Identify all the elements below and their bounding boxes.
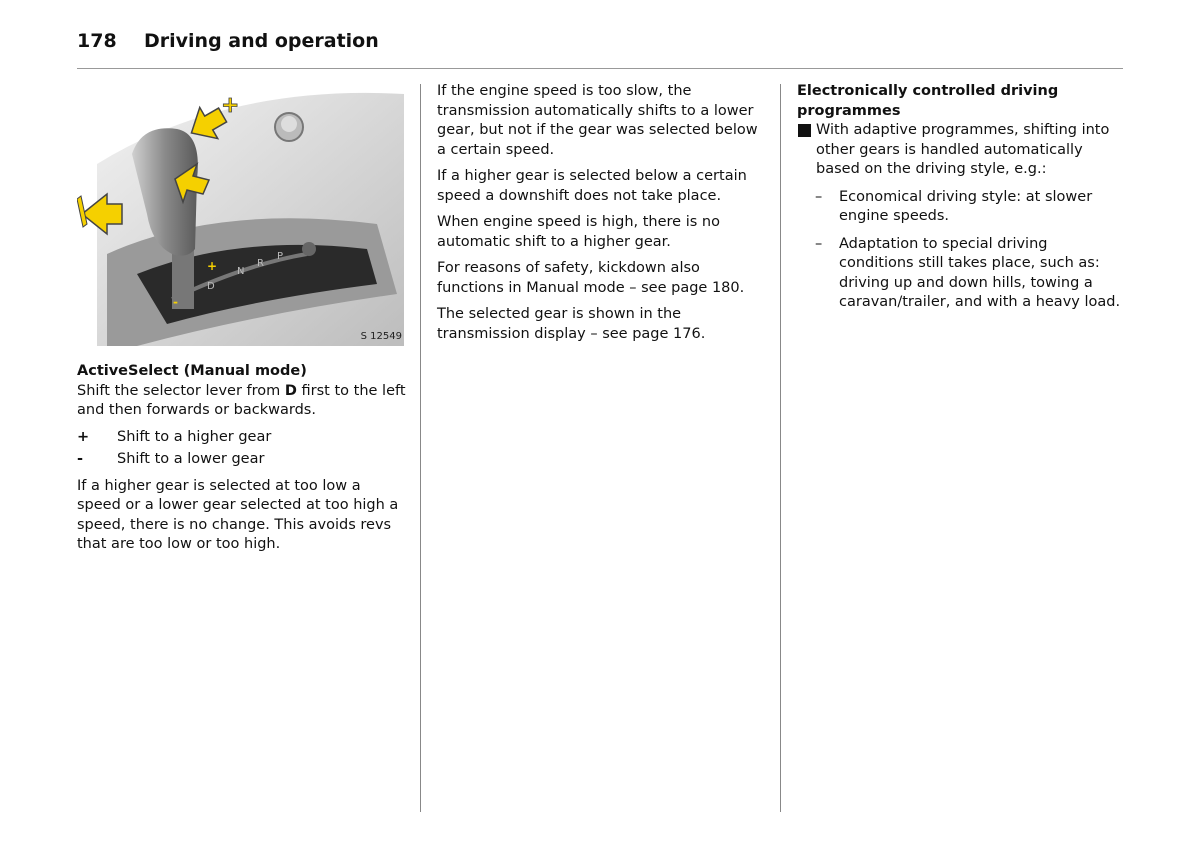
programmes-heading: Electronically controlled driving programmes — [797, 83, 1059, 119]
list-item-text: Economical driving style: at slower engine speeds. — [839, 188, 1093, 224]
gear-selector-illustration — [77, 84, 404, 346]
column-2 — [437, 82, 767, 351]
gear-shift-list — [77, 428, 407, 470]
svg-text:-: - — [173, 295, 178, 309]
header-rule — [77, 68, 1123, 69]
figure-label: S 12549 — [360, 331, 402, 342]
paragraph: For reasons of safety, kickdown also functions in Manual mode – see page 180. — [437, 260, 745, 296]
list-item — [815, 188, 1123, 227]
activeselect-heading: ActiveSelect (Manual mode) — [77, 363, 307, 379]
column-divider-1 — [420, 84, 421, 812]
list-item — [815, 235, 1123, 313]
paragraph: When engine speed is high, there is no automatic shift to a higher gear. — [437, 214, 720, 250]
svg-text:R: R — [257, 258, 264, 269]
list-item-text: Adaptation to special driving conditions still takes place, such as: driving up and down hills, towing a caravan/trailer, and with a heavy load. — [839, 235, 1121, 310]
section-title: Driving and operation — [144, 30, 379, 52]
page-number: 178 — [77, 30, 117, 52]
column-divider-2 — [780, 84, 781, 812]
square-bullet-icon — [798, 124, 811, 137]
minus-symbol: - — [77, 451, 84, 467]
paragraph: If a higher gear is selected at too low a speed or a lower gear selected at too high a speed, there is no change. This avoids revs that are too low or too high. — [77, 477, 399, 552]
intro-text-bold: D — [284, 382, 297, 399]
svg-text:+: + — [207, 259, 218, 273]
paragraph: The selected gear is shown in the transmission display – see page 176. — [437, 306, 706, 342]
list-item — [77, 428, 407, 448]
list-item-text: Shift to a lower gear — [117, 451, 265, 467]
plus-symbol: + — [77, 428, 90, 445]
activeselect-intro — [77, 382, 407, 421]
svg-text:N: N — [237, 266, 245, 277]
svg-text:+: + — [221, 93, 240, 118]
svg-text:P: P — [277, 251, 284, 262]
page-header — [77, 30, 379, 56]
bullet-item — [797, 121, 1123, 180]
dash-bullet: – — [815, 188, 823, 205]
list-item-text: Shift to a higher gear — [117, 428, 272, 445]
column-3 — [797, 82, 1123, 313]
paragraph: If the engine speed is too slow, the transmission automatically shifts to a lower gear, but not if the gear was selected below a certain speed. — [437, 83, 758, 158]
svg-text:D: D — [207, 281, 215, 292]
paragraph: If a higher gear is selected below a certain speed a downshift does not take place. — [437, 168, 747, 204]
intro-text-end: first to the left and then forwards or backwards. — [77, 382, 406, 418]
bullet-text: With adaptive programmes, shifting into other gears is handled automatically based on the driving style, e.g.: — [816, 122, 1110, 177]
column-1 — [77, 362, 407, 562]
gear-selector-icon — [77, 84, 404, 346]
list-item — [77, 450, 407, 470]
intro-text-start: Shift the selector lever from — [77, 382, 285, 399]
dash-bullet: – — [815, 235, 823, 252]
